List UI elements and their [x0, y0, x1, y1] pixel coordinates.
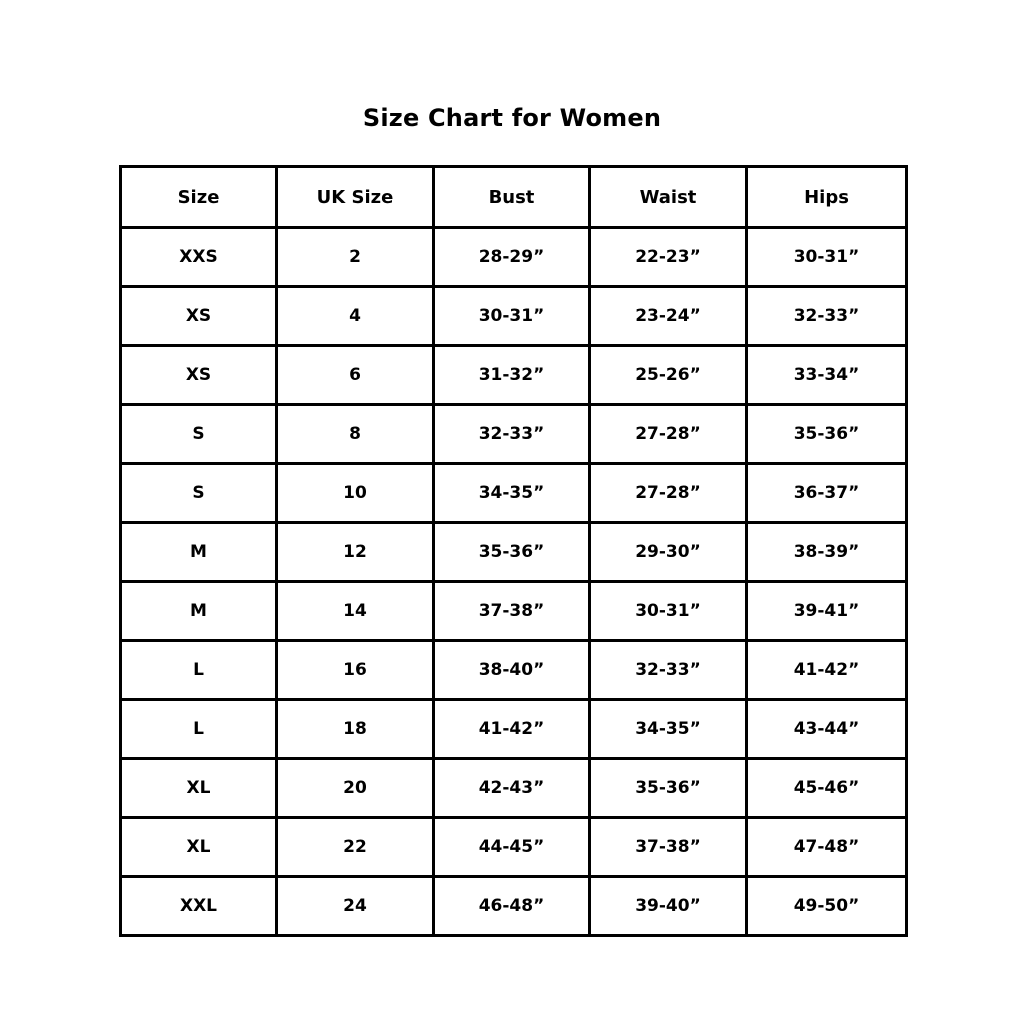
column-header-waist: Waist	[590, 167, 747, 228]
cell-waist: 27-28”	[590, 464, 747, 523]
cell-waist: 35-36”	[590, 759, 747, 818]
cell-hips: 36-37”	[747, 464, 907, 523]
table-row	[121, 464, 907, 523]
table-row	[121, 877, 907, 936]
table-row	[121, 641, 907, 700]
cell-waist: 39-40”	[590, 877, 747, 936]
cell-waist: 37-38”	[590, 818, 747, 877]
cell-uk-size: 6	[277, 346, 434, 405]
cell-bust: 38-40”	[434, 641, 590, 700]
cell-waist: 27-28”	[590, 405, 747, 464]
cell-uk-size: 22	[277, 818, 434, 877]
cell-size: XXS	[121, 228, 277, 287]
cell-uk-size: 10	[277, 464, 434, 523]
size-chart-table-container	[119, 165, 905, 937]
size-chart-table	[119, 165, 908, 937]
column-header-hips: Hips	[747, 167, 907, 228]
table-row	[121, 228, 907, 287]
cell-hips: 49-50”	[747, 877, 907, 936]
table-row	[121, 523, 907, 582]
cell-hips: 32-33”	[747, 287, 907, 346]
page-title: Size Chart for Women	[362, 104, 662, 132]
cell-hips: 38-39”	[747, 523, 907, 582]
cell-bust: 32-33”	[434, 405, 590, 464]
cell-bust: 37-38”	[434, 582, 590, 641]
table-row	[121, 405, 907, 464]
cell-uk-size: 12	[277, 523, 434, 582]
cell-bust: 46-48”	[434, 877, 590, 936]
table-row	[121, 582, 907, 641]
cell-hips: 35-36”	[747, 405, 907, 464]
cell-waist: 34-35”	[590, 700, 747, 759]
cell-uk-size: 16	[277, 641, 434, 700]
cell-hips: 47-48”	[747, 818, 907, 877]
cell-waist: 25-26”	[590, 346, 747, 405]
cell-waist: 23-24”	[590, 287, 747, 346]
cell-size: M	[121, 523, 277, 582]
table-row	[121, 287, 907, 346]
table-row	[121, 759, 907, 818]
cell-hips: 43-44”	[747, 700, 907, 759]
cell-size: M	[121, 582, 277, 641]
cell-size: L	[121, 641, 277, 700]
table-body	[121, 228, 907, 936]
cell-size: XXL	[121, 877, 277, 936]
cell-size: S	[121, 464, 277, 523]
cell-bust: 30-31”	[434, 287, 590, 346]
cell-bust: 42-43”	[434, 759, 590, 818]
cell-waist: 29-30”	[590, 523, 747, 582]
cell-hips: 30-31”	[747, 228, 907, 287]
cell-uk-size: 14	[277, 582, 434, 641]
cell-size: S	[121, 405, 277, 464]
cell-bust: 28-29”	[434, 228, 590, 287]
cell-uk-size: 2	[277, 228, 434, 287]
column-header-size: Size	[121, 167, 277, 228]
cell-bust: 31-32”	[434, 346, 590, 405]
cell-waist: 32-33”	[590, 641, 747, 700]
cell-uk-size: 18	[277, 700, 434, 759]
table-row	[121, 818, 907, 877]
cell-hips: 39-41”	[747, 582, 907, 641]
table-header-row	[121, 167, 907, 228]
cell-uk-size: 4	[277, 287, 434, 346]
cell-bust: 44-45”	[434, 818, 590, 877]
cell-size: XS	[121, 287, 277, 346]
cell-waist: 22-23”	[590, 228, 747, 287]
column-header-uk-size: UK Size	[277, 167, 434, 228]
cell-uk-size: 24	[277, 877, 434, 936]
cell-bust: 41-42”	[434, 700, 590, 759]
cell-waist: 30-31”	[590, 582, 747, 641]
table-row	[121, 346, 907, 405]
cell-bust: 34-35”	[434, 464, 590, 523]
cell-size: L	[121, 700, 277, 759]
cell-size: XL	[121, 818, 277, 877]
cell-hips: 41-42”	[747, 641, 907, 700]
table-header	[121, 167, 907, 228]
column-header-bust: Bust	[434, 167, 590, 228]
cell-hips: 45-46”	[747, 759, 907, 818]
cell-hips: 33-34”	[747, 346, 907, 405]
table-row	[121, 700, 907, 759]
cell-uk-size: 8	[277, 405, 434, 464]
cell-size: XL	[121, 759, 277, 818]
cell-uk-size: 20	[277, 759, 434, 818]
cell-bust: 35-36”	[434, 523, 590, 582]
cell-size: XS	[121, 346, 277, 405]
